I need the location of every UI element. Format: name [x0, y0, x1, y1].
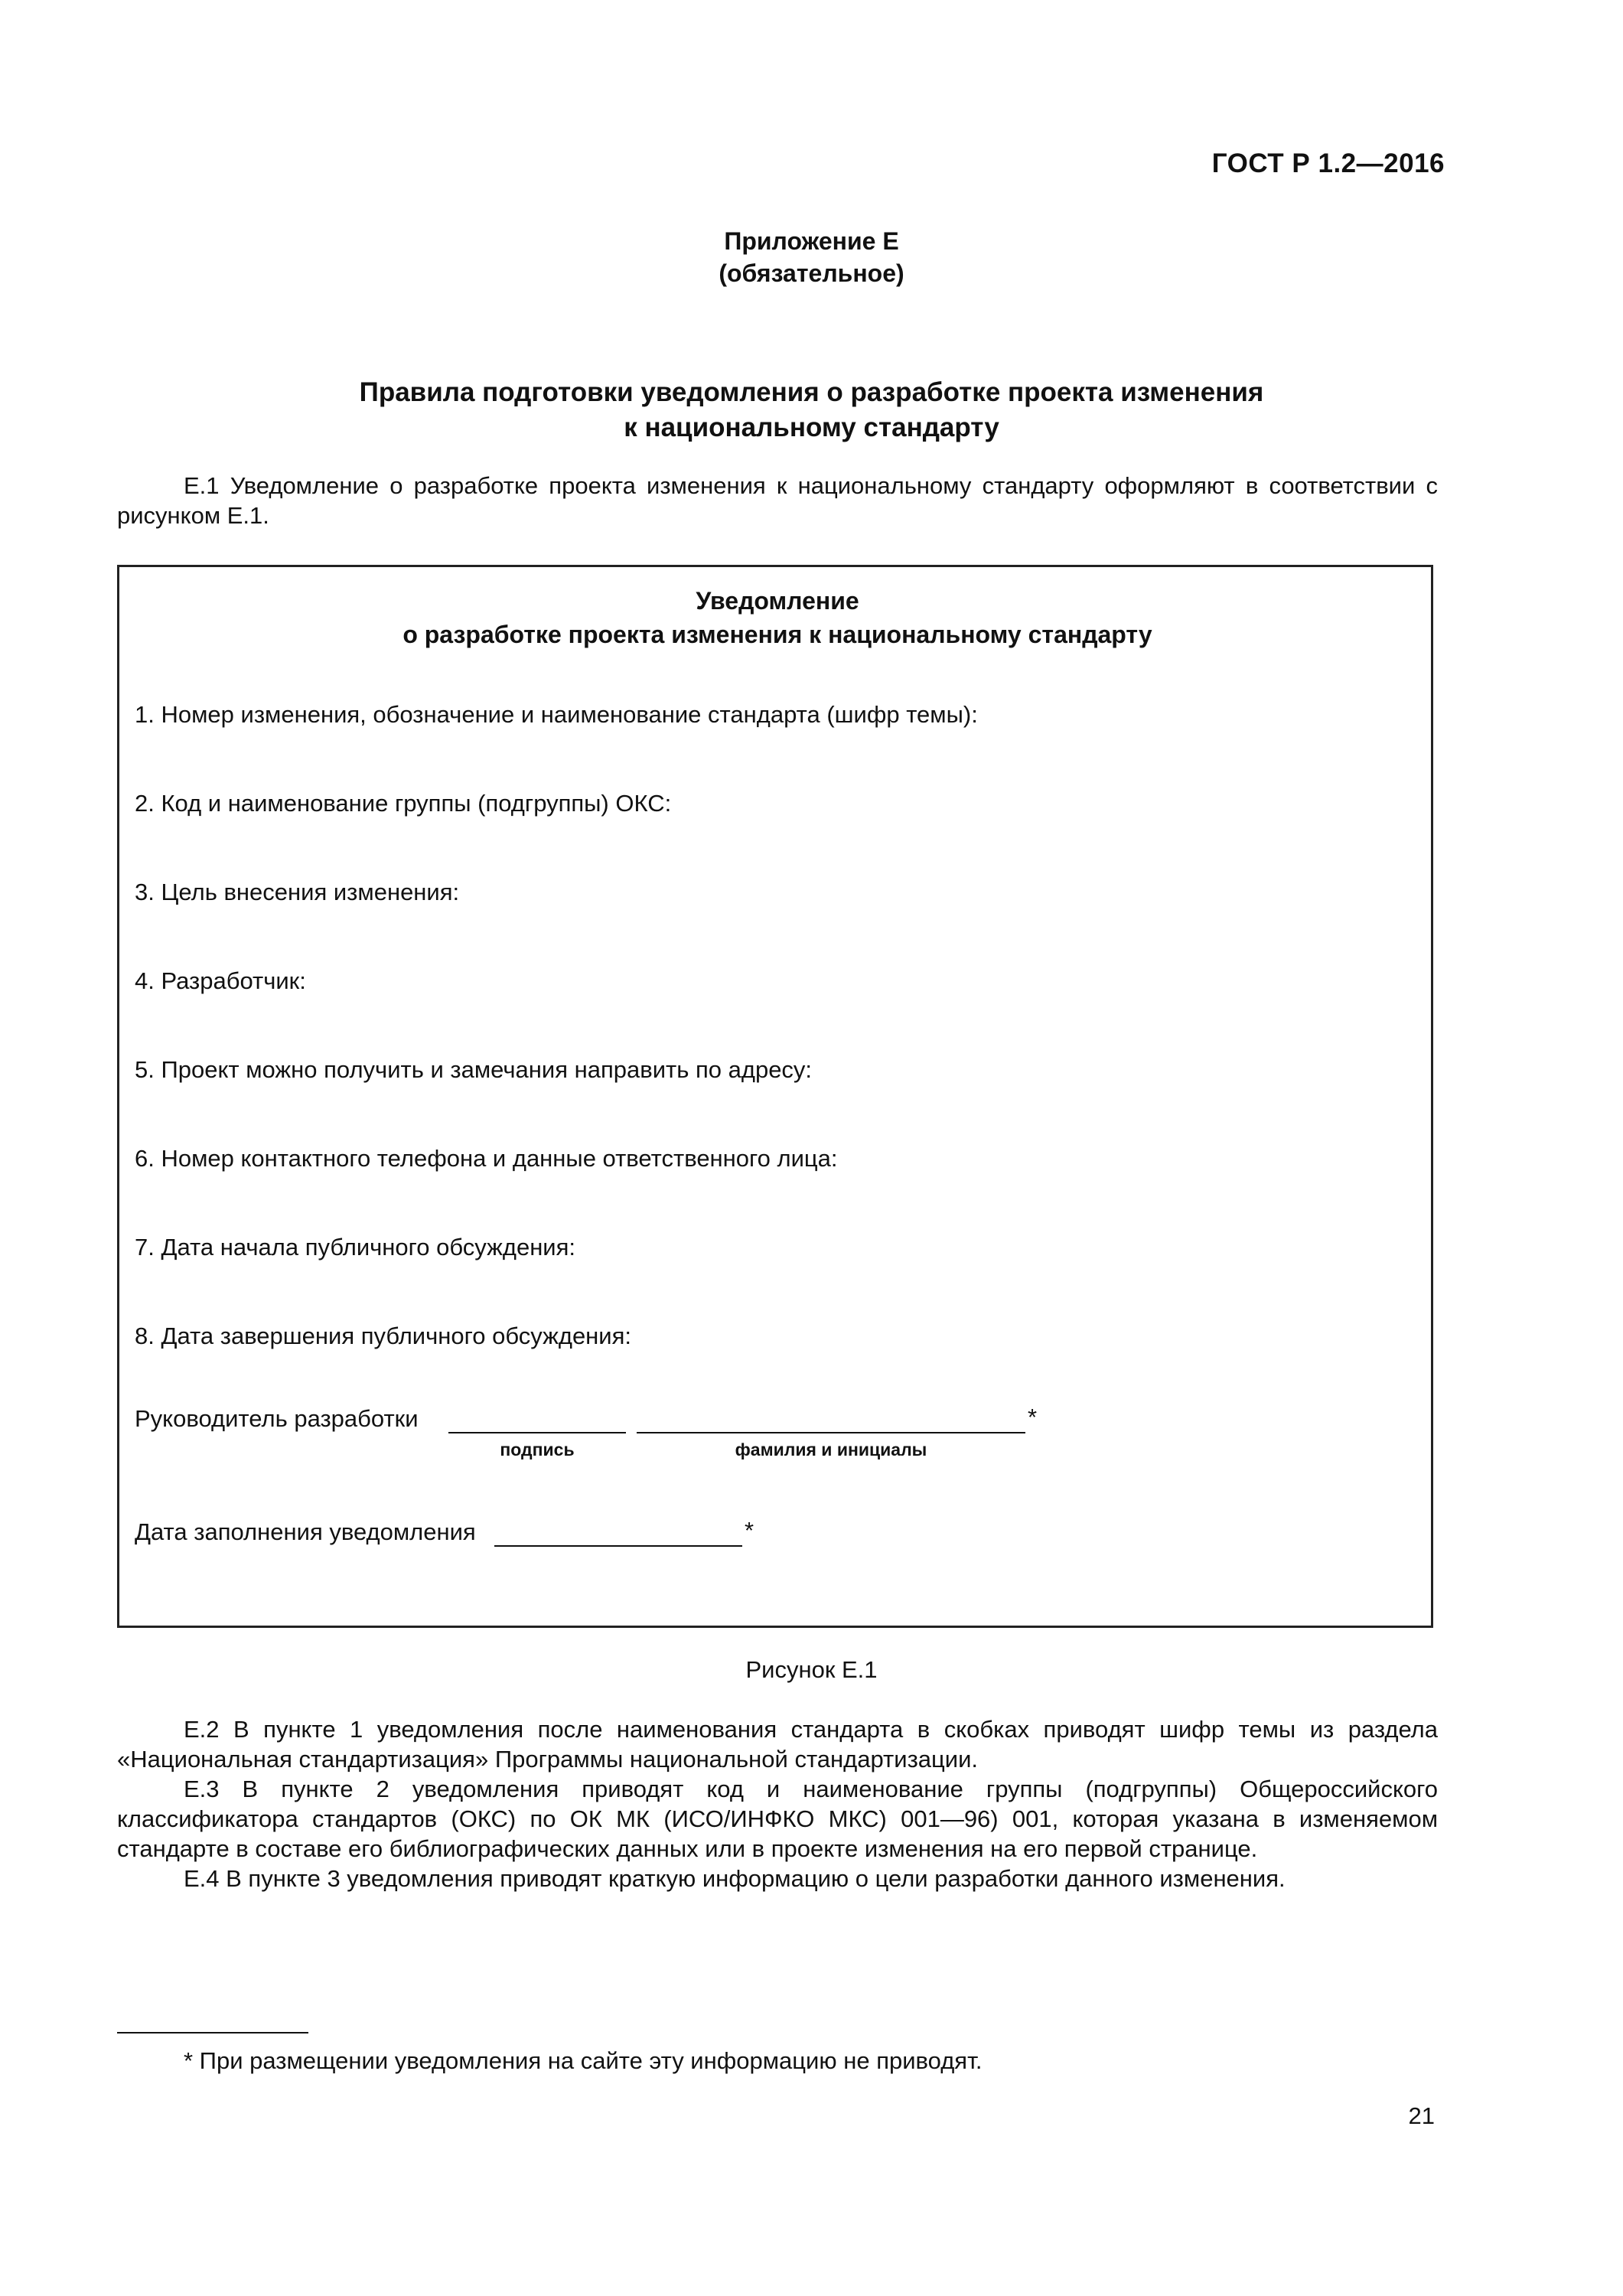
form-item-6: 6. Номер контактного телефона и данные ответственного лица:: [135, 1145, 838, 1172]
footnote: * При размещении уведомления на сайте эту информацию не приводят.: [184, 2047, 983, 2074]
paragraph-e2-text: Е.2 В пункте 1 уведомления после наименования стандарта в скобках приводят шифр темы из раздела «Национальная стандартизация» Программы национальной стандартизации.: [117, 1716, 1438, 1773]
name-line: [637, 1432, 1025, 1433]
annex-title: Приложение Е: [724, 227, 899, 255]
page-number: 21: [1408, 2102, 1435, 2129]
section-title-line2: к национальному стандарту: [624, 413, 999, 442]
footnote-divider: [117, 2032, 308, 2033]
date-label: Дата заполнения уведомления: [135, 1518, 476, 1545]
form-title: [119, 584, 1436, 651]
paragraph-e3-text: Е.3 В пункте 2 уведомления приводят код и наименование группы (подгруппы) Общероссийского классификатора стандартов (ОКС) по ОК МК (ИСО/ИНФКО МКС) 001—96) 001, которая указана в изменяемом стандарте в составе его библиографических данных или в проекте изменения на его первой странице.: [117, 1776, 1438, 1862]
paragraph-e2: [117, 1714, 1438, 1774]
section-title-line1: Правила подготовки уведомления о разработке проекта изменения: [359, 377, 1264, 407]
form-item-8: 8. Дата завершения публичного обсуждения:: [135, 1322, 632, 1349]
section-title: [0, 375, 1623, 445]
signature-label: Руководитель разработки: [135, 1405, 419, 1432]
paragraph-e4: [117, 1864, 1438, 1893]
date-asterisk: *: [745, 1517, 754, 1544]
signature-asterisk: *: [1028, 1404, 1038, 1430]
signature-hint: подпись: [500, 1440, 575, 1459]
form-item-5: 5. Проект можно получить и замечания направить по адресу:: [135, 1056, 813, 1083]
form-item-3: 3. Цель внесения изменения:: [135, 879, 460, 905]
annex-heading: [0, 225, 1623, 289]
paragraph-e4-text: Е.4 В пункте 3 уведомления приводят краткую информацию о цели разработки данного изменения.: [184, 1865, 1286, 1892]
form-item-1: 1. Номер изменения, обозначение и наименование стандарта (шифр темы):: [135, 701, 978, 728]
form-item-7: 7. Дата начала публичного обсуждения:: [135, 1234, 576, 1261]
annex-status: (обязательное): [719, 259, 904, 287]
form-title-line1: Уведомление: [696, 587, 859, 615]
date-line: [494, 1545, 742, 1547]
form-title-line2: о разработке проекта изменения к национальному стандарту: [402, 621, 1152, 648]
paragraph-e3: [117, 1774, 1438, 1864]
notification-form-figure: [117, 565, 1433, 1628]
name-hint: фамилия и инициалы: [735, 1440, 927, 1459]
form-item-2: 2. Код и наименование группы (подгруппы) ОКС:: [135, 790, 672, 817]
explanation-paragraphs: [117, 1714, 1438, 1893]
intro-paragraph: [117, 471, 1438, 530]
signature-line: [448, 1432, 626, 1433]
intro-paragraph-text: Е.1 Уведомление о разработке проекта изменения к национальному стандарту оформляют в соответствии с рисунком Е.1.: [117, 472, 1438, 529]
form-item-4: 4. Разработчик:: [135, 967, 306, 994]
figure-caption: Рисунок Е.1: [745, 1656, 878, 1683]
document-code: ГОСТ Р 1.2—2016: [1211, 148, 1445, 178]
